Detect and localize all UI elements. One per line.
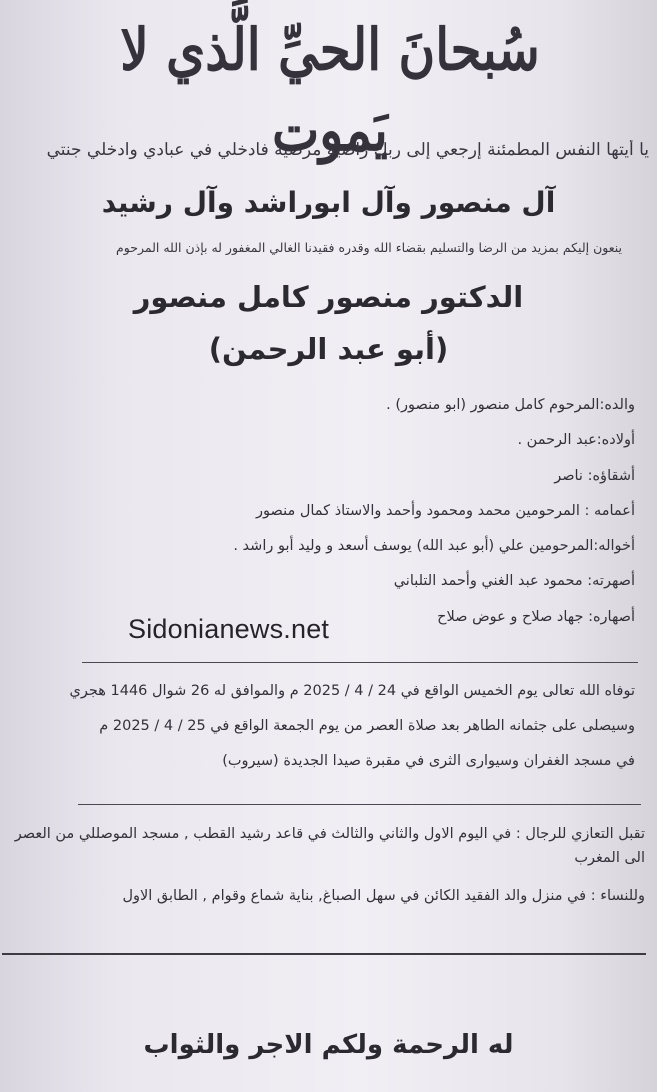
condolences-men: تقبل التعازي للرجال : في اليوم الاول والثاني والثالث في قاعد رشيد القطب , مسجد الموصللي من العصر الى المغرب [14, 826, 645, 866]
relative-father: والده:المرحوم كامل منصور (ابو منصور) . [386, 397, 635, 413]
deceased-name: الدكتور منصور كامل منصور [133, 280, 524, 314]
relative-paternal-uncles: أعمامه : المرحومين محمد ومحمود وأحمد والاستاذ كمال منصور [256, 502, 635, 519]
closing-line: له الرحمة ولكم الاجر والثواب [143, 1030, 514, 1060]
burial-line: في مسجد الغفران وسيوارى الثرى في مقبرة صيدا الجديدة (سيروب) [222, 753, 635, 769]
relative-maternal-uncles: أخواله:المرحومين علي (أبو عبد الله) يوسف أسعد و وليد أبو راشد . [233, 538, 635, 555]
death-details [5, 678, 635, 783]
divider [78, 804, 641, 805]
divider [2, 953, 646, 955]
watermark-text: Sidonianews.net [128, 614, 330, 644]
divider [82, 662, 638, 663]
relative-children: أولاده:عبد الرحمن . [517, 432, 635, 449]
announcement-line: ينعون إليكم بمزيد من الرضا والتسليم بقضاء الله وقدره فقيدنا الغالي المغفور له بإذن الله المرحوم [116, 240, 622, 255]
funeral-prayer-line: وسيصلى على جثمانه الطاهر بعد صلاة العصر من يوم الجمعة الواقع في 25 / 4 / 2025 م [99, 718, 635, 734]
calligraphy-text: سُبحانَ الحيِّ الَّذي لا يَموت [120, 15, 540, 164]
deceased-kunya: (أبو عبد الرحمن) [208, 332, 449, 366]
relatives-list [35, 392, 635, 639]
quran-verse: يا أيتها النفس المطمئنة إرجعي إلى ربك راضية مرضية فادخلي في عبادي وادخلي جنتي [46, 140, 649, 160]
relative-brothers: أشقاؤه: ناصر [554, 467, 635, 484]
relative-sons-in-law: أصهرته: محمود عبد الغني وأحمد التلباني [393, 573, 635, 590]
condolences-women: وللنساء : في منزل والد الفقيد الكائن في سهل الصباغ, بناية شماع وقوام , الطابق الاول [122, 888, 645, 904]
condolences-section [5, 822, 645, 908]
death-date-line: توفاه الله تعالى يوم الخميس الواقع في 24 / 4 / 2025 م والموافق له 26 شوال 1446 هجري [69, 683, 635, 699]
families-title: آل منصور وآل ابوراشد وآل رشيد [101, 186, 556, 219]
relative-in-laws: أصهاره: جهاد صلاح و عوض صلاح [437, 608, 635, 625]
